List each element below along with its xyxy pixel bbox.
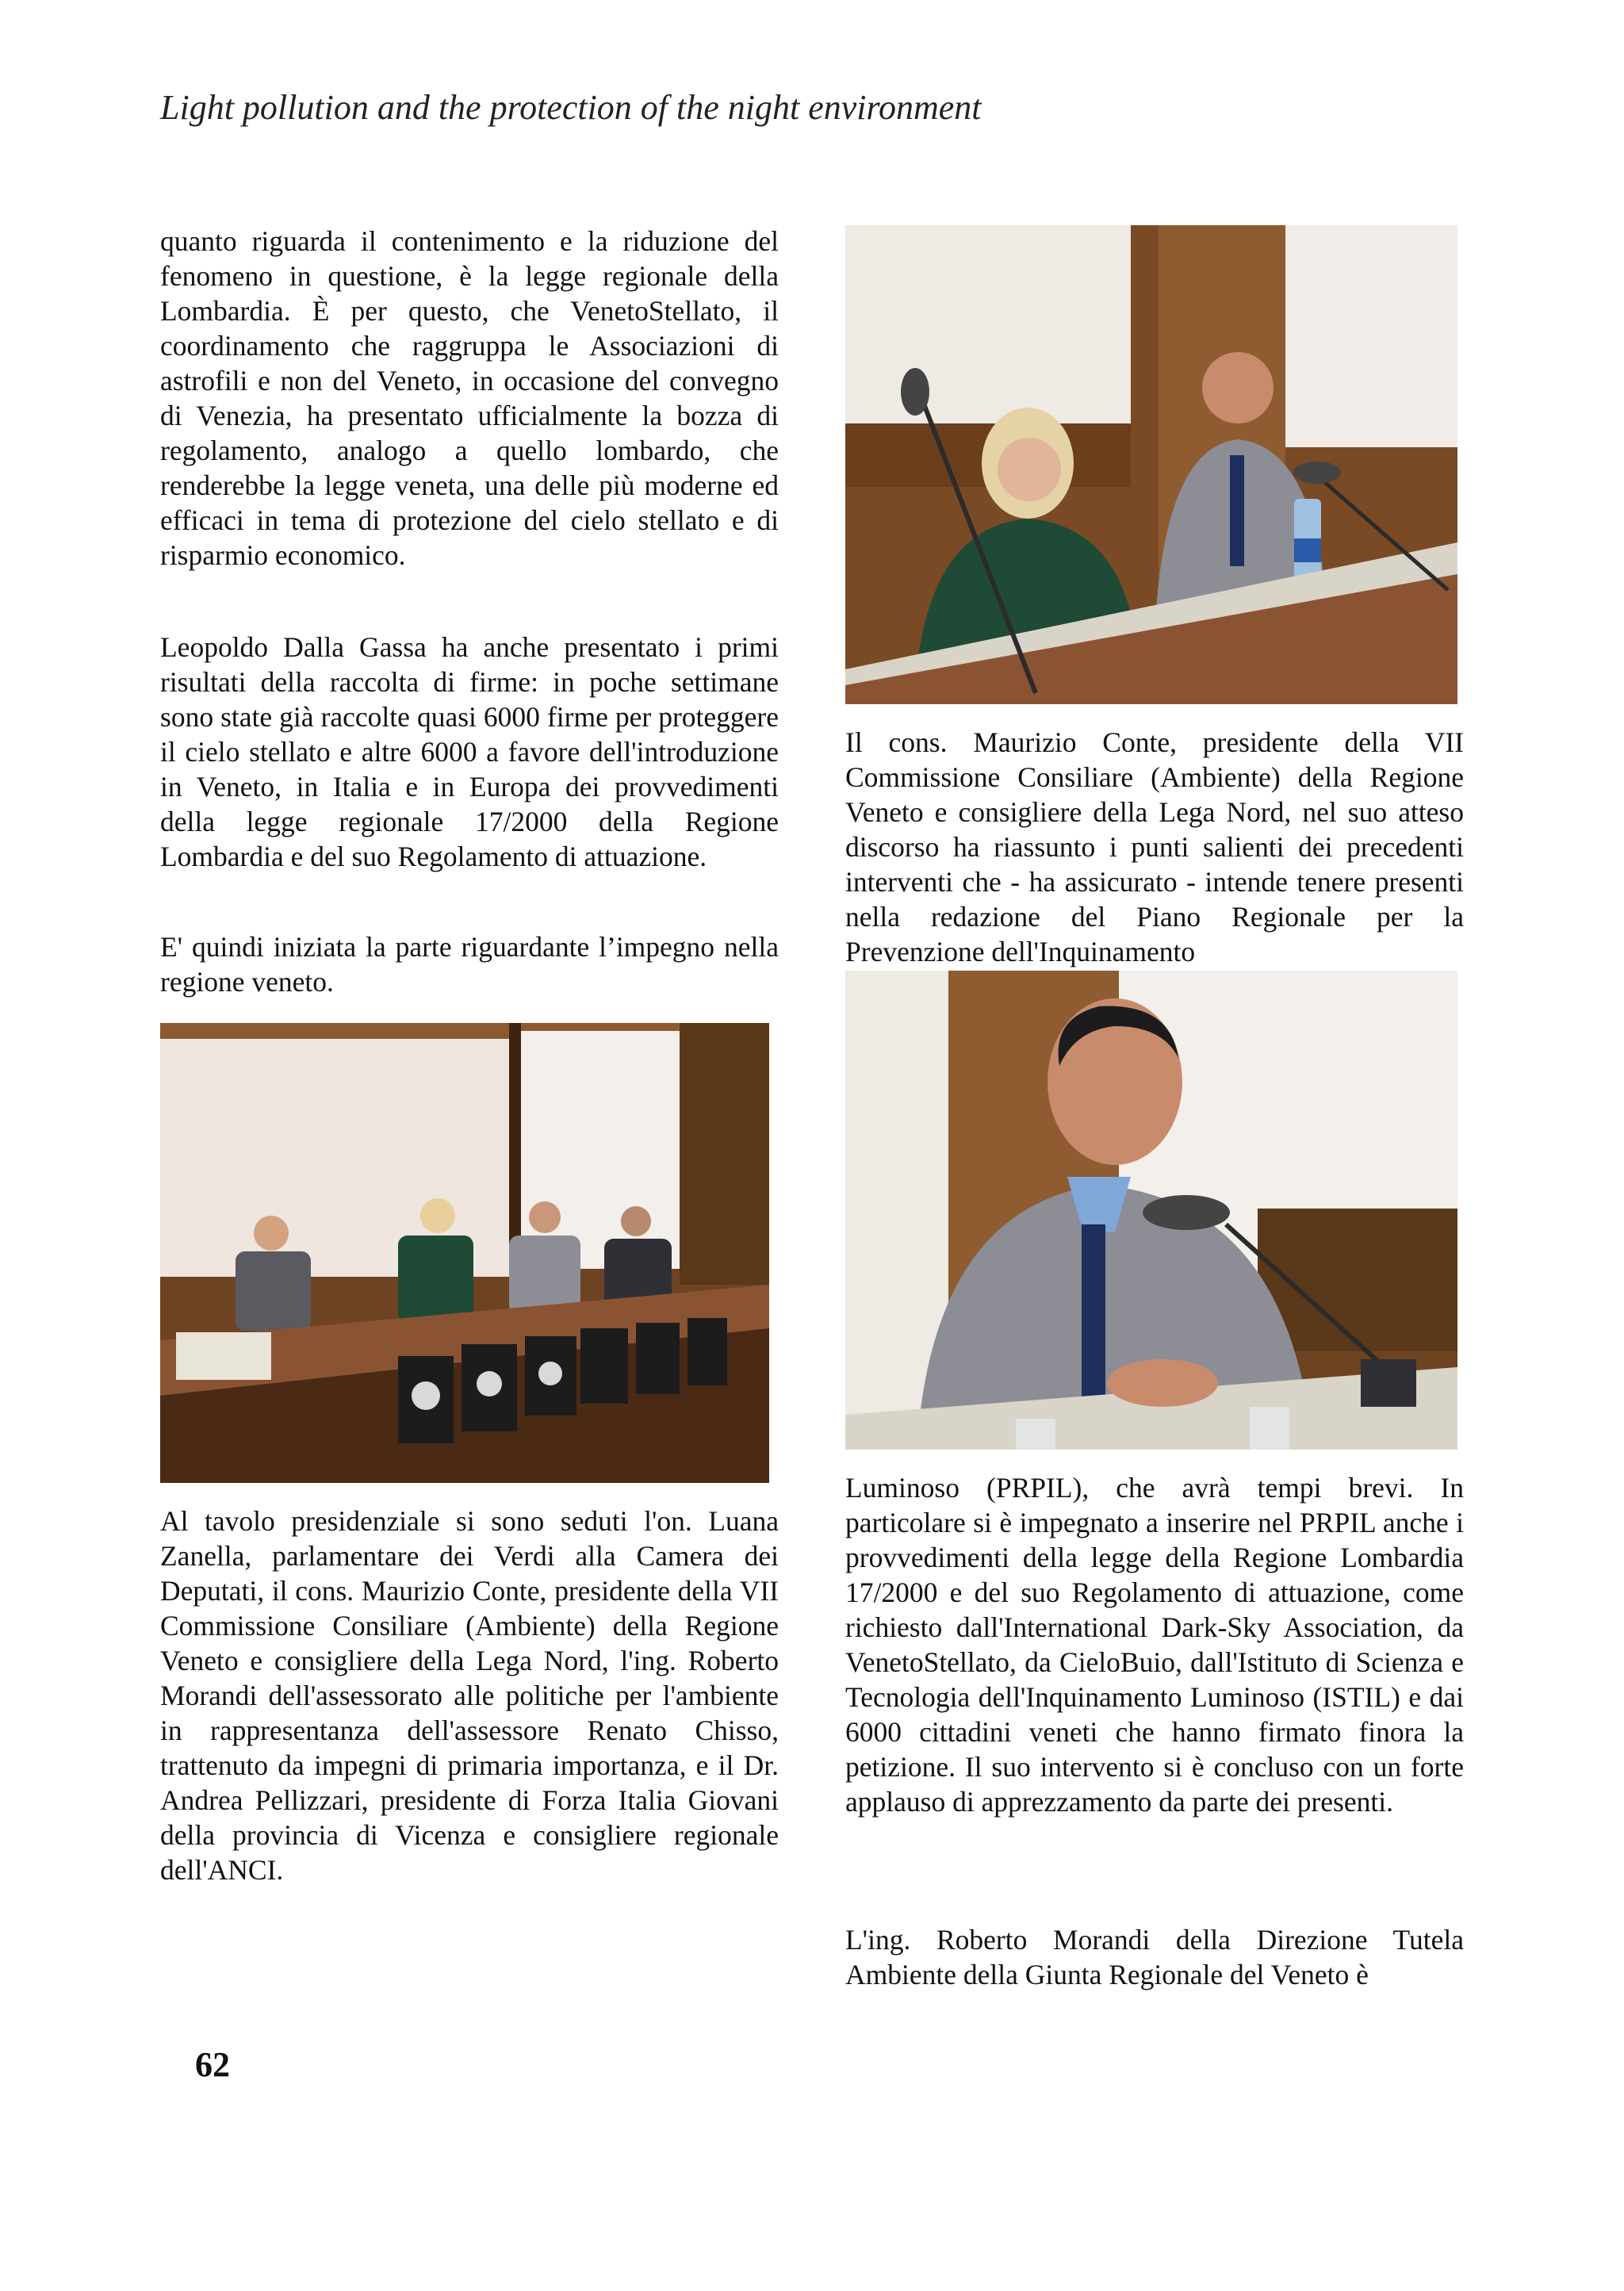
right-paragraph-1: Il cons. Maurizio Conte, presidente della VII Commissione Consiliare (Ambiente) della Regione Veneto e consigliere della Lega Nord, nel suo atteso discorso ha riassunto i punti salienti dei precedenti interventi che - ha assicurato - intende tenere presenti nella redazione del Piano Regionale per la Prevenzione dell'Inquinamento (845, 726, 1464, 967)
left-paragraph-2: Leopoldo Dalla Gassa ha anche presentato i primi risultati della raccolta di firme: in poche settimane sono state già raccolte quasi 6000 firme per proteggere il cielo stellato e altre 6000 a favore dell'introduzione in Veneto, in Italia e in Europa dei provvedimenti della legge regionale 17/2000 della Regione Lombardia e del suo Regolamento di attuazione. (160, 631, 779, 872)
photo-panel-table (160, 1023, 769, 1483)
left-paragraph-4: Al tavolo presidenziale si sono seduti l'on. Luana Zanella, parlamentare dei Verdi alla Camera dei Deputati, il cons. Maurizio Conte, presidente della VII Commissione Consiliare (Ambiente) della Regione Veneto e consigliere della Lega Nord, l'ing. Roberto Morandi dell'assessorato alle politiche per l'ambiente in rappresentanza dell'assessore Renato Chisso, trattenuto da impegni di primaria importanza, e il Dr. Andrea Pellizzari, presidente di Forza Italia Giovani della provincia di Vicenza e consigliere regionale dell'ANCI. (160, 1505, 779, 1886)
left-paragraph-1: quanto riguarda il contenimento e la riduzione del fenomeno in questione, è la legge regionale della Lombardia. È per questo, che VenetoStellato, il coordinamento che raggruppa le Associazioni di astrofili e non del Veneto, in occasione del convegno di Venezia, ha presentato ufficialmente la bozza di regolamento, analogo a quello lombardo, che renderebbe la legge veneta, una delle più moderne ed efficaci in tema di protezione del cielo stellato e di risparmio economico. (160, 225, 779, 571)
photo-speaker-closeup-image (845, 971, 1457, 1450)
photo-speaker-closeup (845, 971, 1457, 1450)
left-paragraph-3: E' quindi iniziata la parte riguardante l’impegno nella regione veneto. (160, 931, 779, 998)
right-paragraph-2: Luminoso (PRPIL), che avrà tempi brevi. In particolare si è impegnato a inserire nel PRPIL anche i provvedimenti della legge della Regione Lombardia 17/2000 e del suo Regolamento di attuazione, come richiesto dall'International Dark-Sky Association, da VenetoStellato, da CieloBuio, dall'Istituto di Scienza e Tecnologia dell'Inquinamento Luminoso (ISTIL) e dai 6000 cittadini veneti che hanno firmato finora la petizione. Il suo intervento si è concluso con un forte applauso di apprezzamento da parte dei presenti. (845, 1472, 1464, 1818)
page-number: 62 (195, 2045, 230, 2084)
running-header: Light pollution and the protection of the night environment (160, 88, 982, 127)
right-paragraph-3: L'ing. Roberto Morandi della Direzione Tutela Ambiente della Giunta Regionale del Veneto è (845, 1924, 1464, 1990)
photo-two-speakers (845, 225, 1457, 704)
photo-two-speakers-image (845, 225, 1457, 704)
photo-panel-table-image (160, 1023, 769, 1483)
